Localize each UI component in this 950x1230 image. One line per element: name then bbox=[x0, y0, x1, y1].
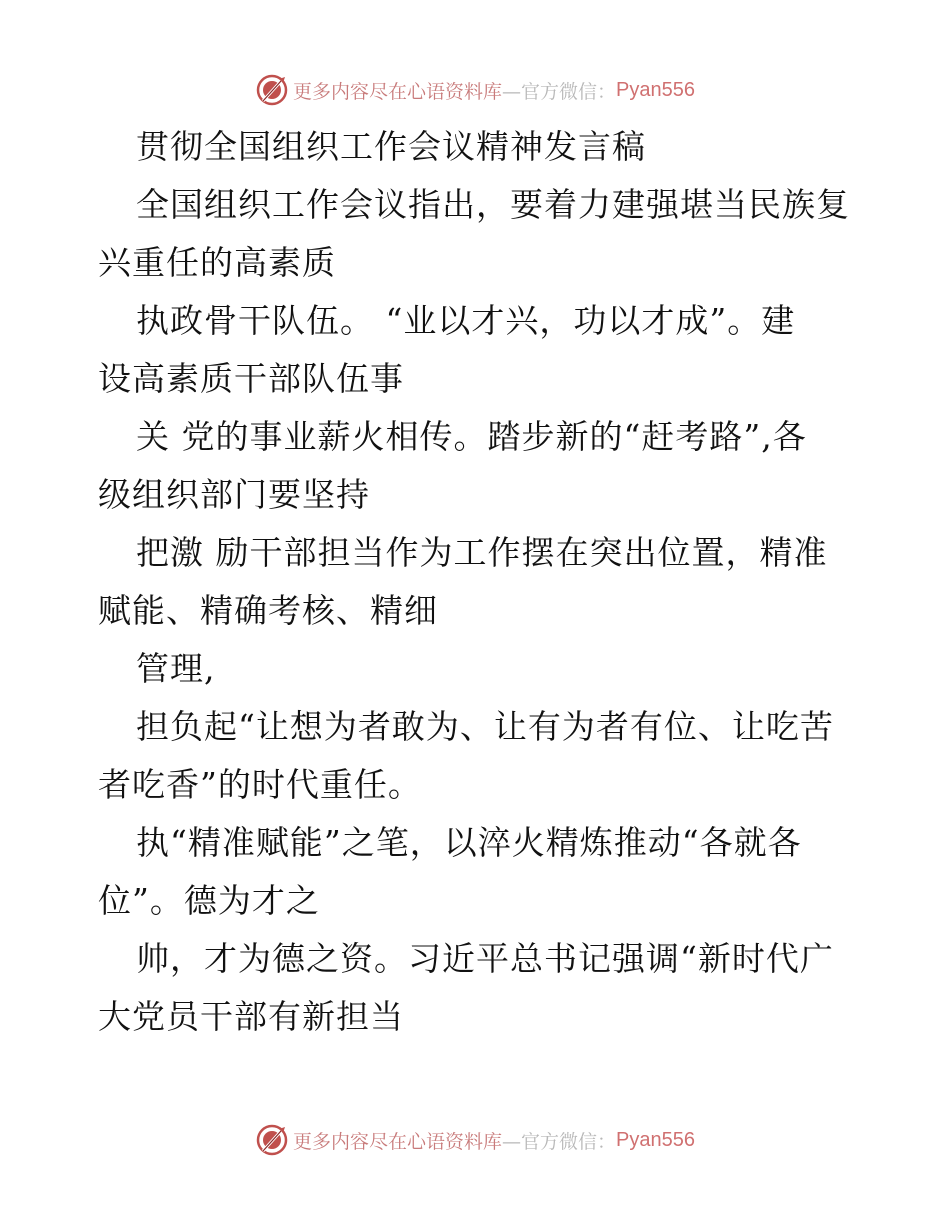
document-body bbox=[98, 118, 858, 1046]
paragraph bbox=[98, 176, 858, 292]
paragraph-line: 级组织部门要坚持 bbox=[98, 475, 370, 514]
banner-wechat-id: Pyan556 bbox=[616, 78, 695, 101]
paragraph-line: 执政骨干队伍。 “业以才兴，功以才成”。建 bbox=[136, 301, 796, 340]
paragraph-line: 管理, bbox=[136, 649, 216, 688]
paragraph-line: 把激 励干部担当作为工作摆在突出位置，精准 bbox=[136, 533, 828, 572]
header-banner bbox=[0, 70, 950, 110]
paragraph bbox=[98, 292, 858, 408]
banner-wechat-label: —官方微信： bbox=[502, 1130, 617, 1153]
document-title bbox=[98, 118, 858, 176]
paragraph-line: 兴重任的高素质 bbox=[98, 243, 336, 282]
paragraph-line: 帅，才为德之资。习近平总书记强调“新时代广 bbox=[136, 939, 834, 978]
paragraph bbox=[98, 814, 858, 930]
paragraph-line: 执“精准赋能”之笔，以淬火精炼推动“各就各 bbox=[136, 823, 802, 862]
banner-main-text: 更多内容尽在心语资料库 bbox=[293, 1130, 503, 1153]
pen-logo-icon bbox=[255, 1123, 289, 1157]
banner-wechat-label: —官方微信： bbox=[502, 80, 617, 103]
paragraph-line: 设高素质干部队伍事 bbox=[98, 359, 404, 398]
paragraph-line: 赋能、精确考核、精细 bbox=[98, 591, 438, 630]
paragraph-line: 位”。德为才之 bbox=[98, 881, 320, 920]
banner-main-text: 更多内容尽在心语资料库 bbox=[293, 80, 503, 103]
paragraph-line: 者吃香”的时代重任。 bbox=[98, 765, 422, 804]
paragraph bbox=[98, 930, 858, 1046]
paragraph bbox=[98, 640, 858, 698]
pen-logo-icon bbox=[255, 73, 289, 107]
paragraph-line: 大党员干部有新担当 bbox=[98, 997, 404, 1036]
paragraph-list bbox=[98, 176, 858, 1046]
paragraph-line: 关 党的事业薪火相传。踏步新的“赶考路”,各 bbox=[136, 417, 807, 456]
paragraph bbox=[98, 698, 858, 814]
paragraph-line: 担负起“让想为者敢为、让有为者有位、让吃苦 bbox=[136, 707, 834, 746]
paragraph-line: 全国组织工作会议指出，要着力建强堪当民族复 bbox=[136, 185, 850, 224]
paragraph bbox=[98, 524, 858, 640]
footer-banner bbox=[0, 1120, 950, 1160]
banner-wechat-id: Pyan556 bbox=[616, 1128, 695, 1151]
paragraph bbox=[98, 408, 858, 524]
title-text: 贯彻全国组织工作会议精神发言稿 bbox=[136, 127, 646, 166]
